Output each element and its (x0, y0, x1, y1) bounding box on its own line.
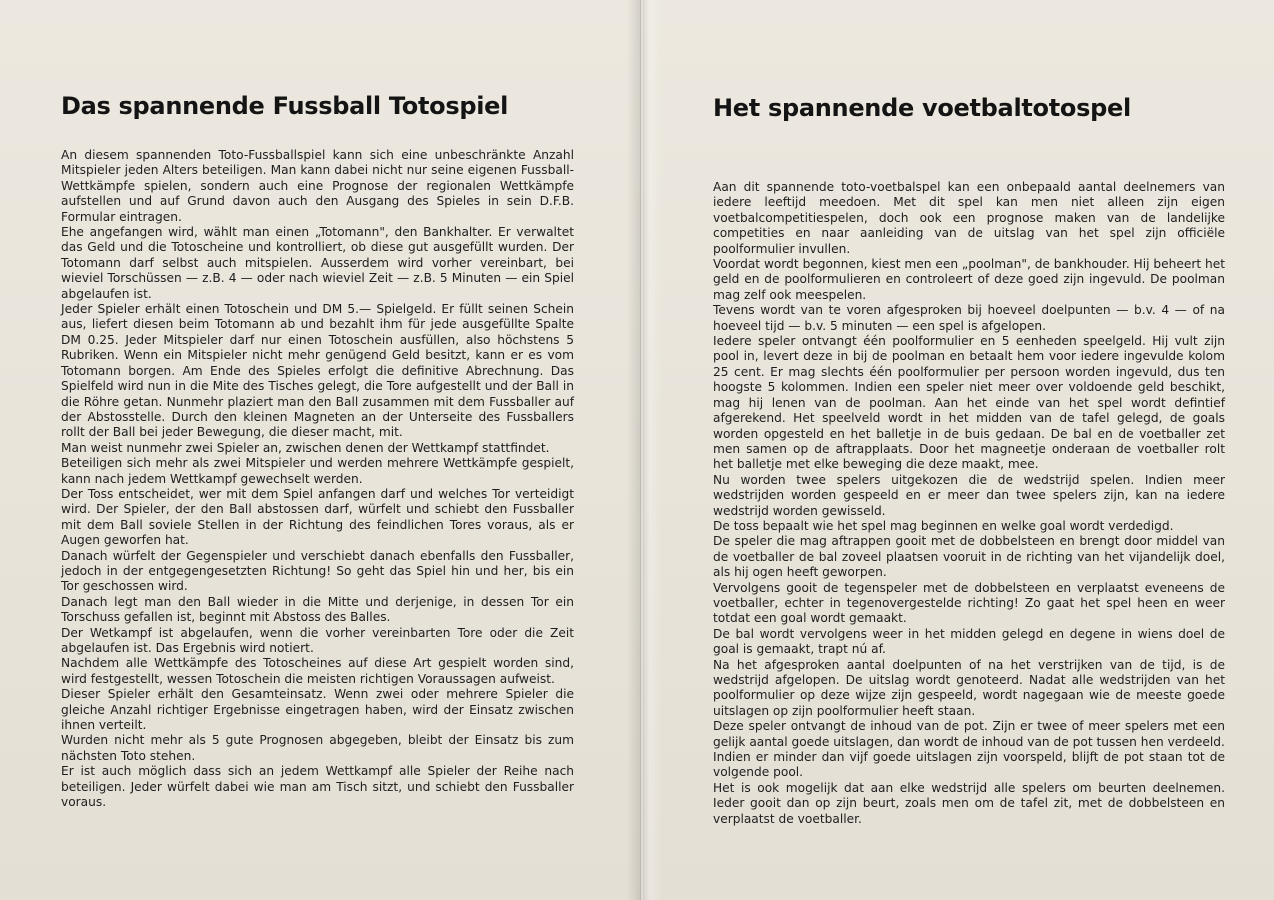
paragraph: An diesem spannenden Toto-Fussballspiel kann sich eine unbeschränkte Anzahl Mitspieler jeden Alters beteiligen. Man kann dabei nicht nur seine eigenen Fussball-Wettkämpfe spielen, sondern auch eine Prognose der regionalen Wettkämpfe aufstellen und auf Grund davon auch den Ausgang des Spieles in sein D.F.B. Formular eintragen. (61, 148, 574, 224)
paragraph: Na het afgesproken aantal doelpunten of na het verstrijken van de tijd, is de wedstrijd afgelopen. De uitslag wordt genoteerd. Nadat alle wedstrijden van het poolformulier op deze wijze zijn gespeeld, wordt nagegaan wie de meeste goede uitslagen op zijn poolformulier heeft staan. (713, 657, 1225, 718)
paragraph: Ehe angefangen wird, wählt man einen „Totomann", den Bankhalter. Er verwaltet das Geld und die Totoscheine und kontrolliert, ob diese gut ausgefüllt wurden. Der Totomann darf selbst auch mitspielen. Ausserdem wird vorher vereinbart, bei wieviel Torschüssen — z.B. 4 — oder nach wieviel Zeit — z.B. 5 Minuten — ein Spiel abgelaufen ist. (61, 225, 574, 301)
paragraph: Dieser Spieler erhält den Gesamteinsatz. Wenn zwei oder mehrere Spieler die gleiche Anzahl richtiger Ergebnisse eingetragen haben, wird der Einsatz zwischen ihnen verteilt. (61, 687, 574, 733)
dutch-rules-text (713, 180, 1225, 827)
paragraph: Wurden nicht mehr als 5 gute Prognosen abgegeben, bleibt der Einsatz bis zum nächsten Toto stehen. (61, 733, 574, 763)
paragraph: Beteiligen sich mehr als zwei Mitspieler und werden mehrere Wettkämpfe gespielt, kann nach jedem Wettkampf gewechselt werden. (61, 456, 574, 486)
german-rules-text (61, 148, 574, 810)
page-fold (640, 0, 644, 900)
paragraph: Jeder Spieler erhält einen Totoschein und DM 5.— Spielgeld. Er füllt seinen Schein aus, liefert diesen beim Totomann ab und bezahlt ihm für jede ausgefüllte Spalte DM 0.25. Jeder Mitspieler darf nur einen Totoschein ausfüllen, also höchstens 5 Rubriken. Wenn ein Mitspieler nicht mehr genügend Geld besitzt, kann er es vom Totomann borgen. Am Ende des Spieles erfolgt die definitive Abrechnung. Das Spielfeld wird nun in die Mite des Tisches gelegt, die Tore aufgestellt und der Ball in die Röhre getan. Nunmehr plaziert man den Ball zusammen mit dem Fussballer auf der Abstosstelle. Durch den kleinen Magneten an der Unterseite des Fussballers rollt der Ball bei jeder Bewegung, die dieser macht, mit. (61, 302, 574, 440)
paragraph: Voordat wordt begonnen, kiest men een „poolman", de bankhouder. Hij beheert het geld en de poolformulieren en controleert of deze goed zijn ingevuld. De poolman mag zelf ook meespelen. (713, 257, 1225, 302)
paragraph: De toss bepaalt wie het spel mag beginnen en welke goal wordt verdedigd. (713, 518, 1174, 533)
paragraph: De speler die mag aftrappen gooit met de dobbelsteen en brengt door middel van de voetballer de bal zoveel plaatsen vooruit in de richting van het vijandelijk doel, als hij ogen heeft geworpen. (713, 534, 1225, 580)
paragraph: Man weist nunmehr zwei Spieler an, zwischen denen der Wettkampf stattfindet. (61, 440, 550, 455)
paragraph: Deze speler ontvangt de inhoud van de pot. Zijn er twee of meer spelers met een gelijk aantal goede uitslagen, dan wordt de inhoud van de pot tussen hen verdeeld. (713, 719, 1225, 749)
paragraph: Aan dit spannende toto-voetbalspel kan een onbepaald aantal deelnemers van iedere leeftijd meedoen. Met dit spel kan men niet alleen zijn eigen voetbalcompetitiespelen, doch ook een prognose maken van de landelijke competities en naar aanleiding van de uitslag van het spel zijn officiële poolformulier invullen. (713, 180, 1225, 256)
page-title-german: Das spannende Fussball Totospiel (61, 92, 509, 120)
paragraph: Danach legt man den Ball wieder in die Mitte und derjenige, in dessen Tor ein Torschuss gefallen ist, beginnt mit Abstoss des Balles. (61, 594, 574, 625)
paragraph: Der Toss entscheidet, wer mit dem Spiel anfangen darf und welches Tor verteidigt wird. Der Spieler, der den Ball abstossen darf, würfelt und schiebt den Fussballer mit dem Ball soviele Stellen in der Richtung des feindlichen Tores voraus, als er Augen geworfen hat. (61, 486, 574, 548)
page-title-dutch: Het spannende voetbaltotospel (713, 94, 1131, 122)
paragraph: Er ist auch möglich dass sich an jedem Wettkampf alle Spieler der Reihe nach beteiligen. Jeder würfelt dabei wie man am Tisch sitzt, und schiebt den Fussballer voraus. (61, 764, 574, 810)
paragraph: Indien er minder dan vijf goede uitslagen zijn voorspeld, blijft de pot staan tot de volgende pool. (713, 750, 1225, 780)
paragraph: Het is ook mogelijk dat aan elke wedstrijd alle spelers om beurten deelnemen. Ieder gooit dan op zijn beurt, zoals men om de tafel zit, met de dobbelsteen en verplaatst de voetballer. (713, 780, 1225, 826)
paragraph: Danach würfelt der Gegenspieler und verschiebt danach ebenfalls den Fussballer, jedoch in der entgegengesetzten Richtung! So geht das Spiel hin und her, bis ein Tor geschossen wird. (61, 548, 574, 594)
paragraph: Nachdem alle Wettkämpfe des Totoscheines auf diese Art gespielt worden sind, wird festgestellt, wessen Totoschein die meisten richtigen Voraussagen aufweist. (61, 656, 574, 686)
paragraph: Nu worden twee spelers uitgekozen die de wedstrijd spelen. Indien meer wedstrijden worden gespeeld en er meer dan twee spelers zijn, kan na iedere wedstrijd worden gewisseld. (713, 472, 1225, 518)
paragraph: Der Wetkampf ist abgelaufen, wenn die vorher vereinbarten Tore oder die Zeit abgelaufen ist. Das Ergebnis wird notiert. (61, 625, 574, 655)
paragraph: Iedere speler ontvangt één poolformulier en 5 eenheden speelgeld. Hij vult zijn pool in, levert deze in bij de poolman en betaalt hem voor iedere ingevulde kolom 25 cent. Er mag slechts één poolformulier per persoon worden ingevuld, dus ten hoogste 5 kolommen. Indien een speler niet meer over voldoende geld beschikt, mag hij lenen van de poolman. Aan het einde van het spel wordt defintief afgerekend. Het speelveld wordt in het midden van de tafel gelegd, de goals worden opgesteld en het balletje in de buis gedaan. De bal en de voetballer zet men samen op de aftrapplaats. Door het magneetje onderaan de voetballer rolt het balletje met elke beweging die deze maakt, mee. (713, 334, 1225, 472)
paragraph: De bal wordt vervolgens weer in het midden gelegd en degene in wiens doel de goal is gemaakt, trapt nú af. (713, 626, 1225, 657)
paragraph: Vervolgens gooit de tegenspeler met de dobbelsteen en verplaatst eveneens de voetballer, echter in tegenovergestelde richting! Zo gaat het spel heen en weer totdat een goal wordt gemaakt. (713, 580, 1225, 626)
paragraph: Tevens wordt van te voren afgesproken bij hoeveel doelpunten — b.v. 4 — of na hoeveel tijd — b.v. 5 minuten — een spel is afgelopen. (713, 303, 1225, 333)
